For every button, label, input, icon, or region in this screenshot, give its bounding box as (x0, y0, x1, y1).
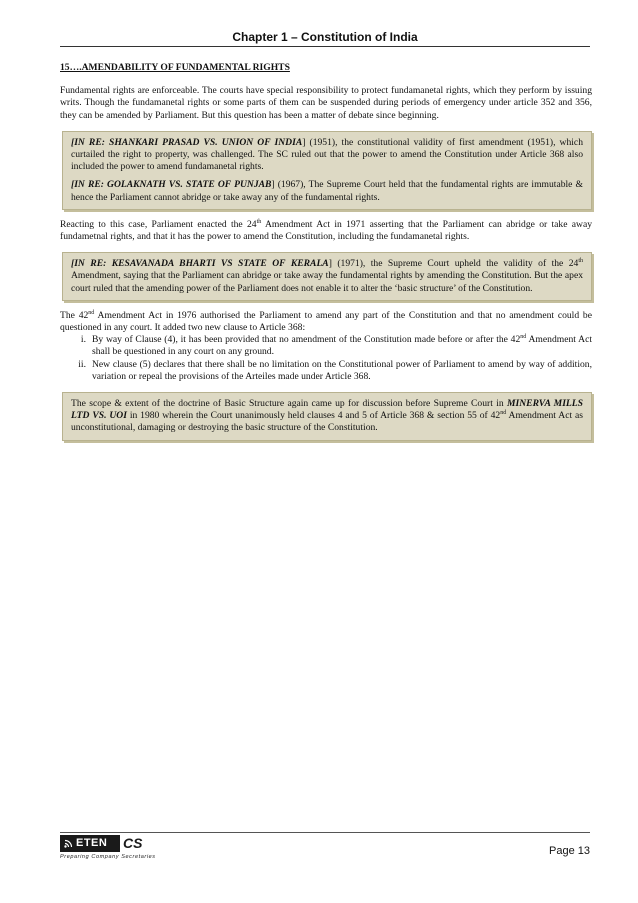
reacting-paragraph (60, 219, 592, 243)
logo-tagline: Preparing Company Secretaries (60, 854, 156, 860)
list-item (60, 334, 592, 358)
ordinal-superscript: nd (88, 309, 95, 316)
case-golaknath-paragraph (71, 179, 583, 203)
list-item-text: By way of Clause (4), it has been provided that no amendment of the Constitution made before or after the 42 (92, 334, 521, 346)
case-box-minerva (62, 392, 592, 441)
case-minerva-text-mid: in 1980 wherein the Court unanimously held clauses 4 and 5 of Article 368 & section 55 of 42 (126, 410, 501, 422)
footer-divider (60, 832, 590, 833)
ordinal-superscript: nd (520, 334, 527, 341)
case-kesavananda-paragraph (71, 258, 583, 295)
case-minerva-text-pre: The scope & extent of the doctrine of Basic Structure again came up for discussion before Supreme Court in (71, 398, 507, 410)
case-name-minerva: MINERVA MILLS LTD VS. UOI (71, 398, 583, 422)
list-item (60, 359, 592, 383)
case-shankari-text: ] (1951), the constitutional validity of first amendment (1951), which curtailed the right to property, was challenged. The SC ruled out that the power to amend the Constitution under Article 368 also included the power to amend fundamanetal rights. (71, 136, 583, 173)
header-divider (60, 46, 590, 47)
logo-badge (60, 835, 120, 852)
page-content (60, 62, 592, 450)
page-number: Page 13 (549, 845, 590, 857)
reacting-text-pre: Reacting to this case, Parliament enacted the 24 (60, 218, 257, 230)
case-box-shankari-golaknath (62, 131, 592, 210)
section-heading: 15….AMENDABILITY OF FUNDAMENTAL RIGHTS (60, 62, 290, 73)
list-item-number: i. (80, 334, 86, 346)
case-name-golaknath: [IN RE: GOLAKNATH VS. STATE OF PUNJAB (71, 179, 272, 191)
list-item-text: New clause (5) declares that there shall be no limitation on the Constitutional power of Parliament to amend by way of addition, variation or repeal the provisions of the Arteiles made under Article 368. (92, 358, 592, 382)
case-minerva-text-post: Amendment Act as unconstitutional, damaging or destroying the basic structure of the Constitution. (71, 410, 584, 434)
list-item-text-post: Amendment Act shall be questioned in any court on any ground. (92, 334, 593, 358)
ordinal-superscript: th (578, 258, 583, 265)
amendment-42-text-post: Amendment Act in 1976 authorised the Parliament to amend any part of the Constitution and that no amendment could be questioned in any court. It added two new clause to Article 368: (60, 309, 592, 334)
case-kesavananda-text-a: ] (1971), the Supreme Court upheld the validity of the 24 (328, 258, 579, 270)
case-name-kesavananda: [IN RE: KESAVANADA BHARTI VS STATE OF KERALA (71, 258, 329, 270)
ordinal-superscript: th (256, 218, 262, 225)
logo-eten-text: ETEN (76, 837, 108, 849)
intro-paragraph: Fundamental rights are enforceable. The courts have special responsibility to protect fundamanetal rights, which they perform by issuing writs. Though the fundamanetal rights or some parts of them can be suspended during periods of emergency under article 352 and 356, they can be amended by Parliament. But this question has been a matter of debate since beginning. (60, 85, 592, 121)
signal-icon (64, 838, 74, 848)
case-box-kesavananda (62, 252, 592, 301)
clause-list (60, 334, 592, 383)
page-footer (60, 835, 590, 865)
amendment-42-paragraph (60, 310, 592, 334)
page-header-title: Chapter 1 – Constitution of India (232, 30, 418, 44)
case-shankari-paragraph (71, 137, 583, 174)
ordinal-superscript: nd (500, 410, 507, 417)
eten-cs-logo (60, 835, 160, 865)
case-minerva-paragraph (71, 398, 583, 435)
case-name-shankari: [IN RE: SHANKARI PRASAD VS. UNION OF INDIA (71, 136, 303, 148)
list-item-number: ii. (78, 358, 86, 370)
logo-cs-text: CS (123, 835, 143, 851)
case-golaknath-text: ] (1967), The Supreme Court held that the fundamental rights are immutable & hence the Parliament cannot abridge or take away any of the fundamental rights. (71, 179, 583, 203)
reacting-text-post: Amendment Act in 1971 asserting that the Parliament can abridge or take away fundametnal rights, and that it has the power to amend the Constitution, including the fundamanetal rights. (60, 218, 592, 243)
amendment-42-text-pre: The 42 (60, 309, 89, 321)
case-kesavananda-text-b: Amendment, saying that the Parliament can abridge or take away the fundamental rights by amending the Constitution. But the apex court ruled that the amending power of the Parliament does not enable it to alter the ‘basic structure’ of the Constitution. (71, 270, 583, 294)
